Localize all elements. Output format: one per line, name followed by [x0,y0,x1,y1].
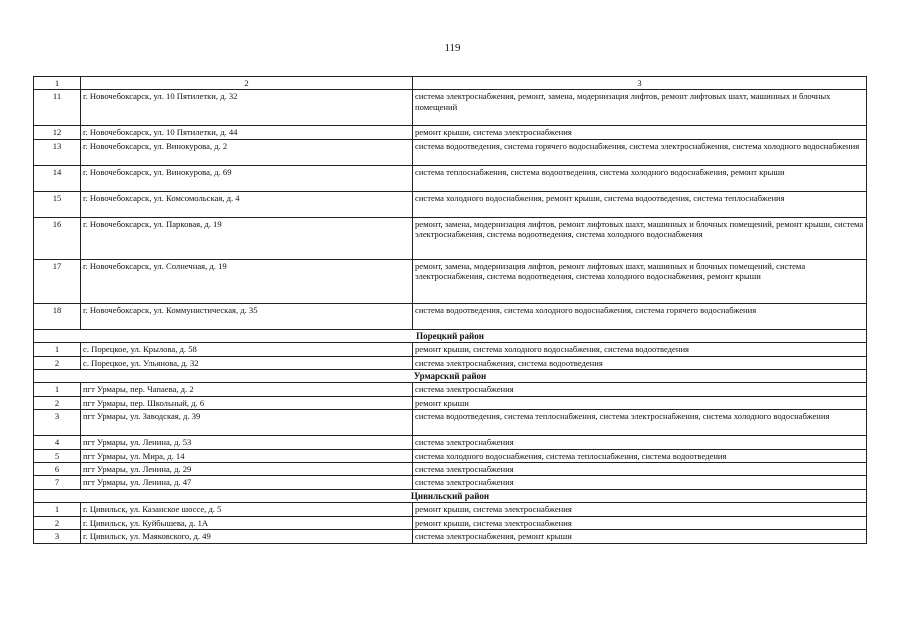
table-row [34,356,867,369]
row-number: 16 [34,217,81,259]
region-header-row [34,329,867,342]
row-works: ремонт крыши, система электроснабжения [413,503,867,516]
row-works: система электроснабжения [413,476,867,489]
row-address: г. Новочебоксарск, ул. Винокурова, д. 2 [81,139,413,165]
row-address: пгт Урмары, ул. Ленина, д. 29 [81,463,413,476]
row-number: 2 [34,396,81,409]
row-works: ремонт крыши, система электроснабжения [413,126,867,139]
table-body [34,77,867,544]
table-row [34,396,867,409]
row-works: система электроснабжения [413,463,867,476]
table-row [34,139,867,165]
row-number: 1 [34,503,81,516]
header-col-1: 1 [34,77,81,90]
row-number: 2 [34,516,81,529]
region-header-row [34,489,867,502]
row-number: 3 [34,530,81,543]
page-number: 119 [444,42,461,54]
row-number: 18 [34,303,81,329]
row-address: г. Цивильск, ул. Куйбышева, д. 1А [81,516,413,529]
table-row [34,410,867,436]
row-address: пгт Урмары, пер. Школьный, д. 6 [81,396,413,409]
row-works: ремонт, замена, модернизация лифтов, ремонт лифтовых шахт, машинных и блочных помещений, ремонт крыши, система электроснабжения, система водоотведения, система холодного водоснабжения [413,217,867,259]
table-row [34,165,867,191]
row-number: 11 [34,90,81,126]
region-title: Урмарский район [34,370,867,383]
row-address: г. Новочебоксарск, ул. Парковая, д. 19 [81,217,413,259]
row-number: 14 [34,165,81,191]
row-address: пгт Урмары, ул. Ленина, д. 47 [81,476,413,489]
row-address: пгт Урмары, ул. Ленина, д. 53 [81,436,413,449]
row-address: с. Порецкое, ул. Ульянова, д. 32 [81,356,413,369]
region-title: Порецкий район [34,329,867,342]
row-number: 3 [34,410,81,436]
table-row [34,217,867,259]
table-row [34,530,867,543]
row-works: ремонт крыши [413,396,867,409]
row-works: ремонт, замена, модернизация лифтов, ремонт лифтовых шахт, машинных и блочных помещений, система электроснабжения, система водоотведения, система холодного водоснабжения, ремонт крыши [413,259,867,303]
row-number: 5 [34,449,81,462]
row-address: г. Новочебоксарск, ул. 10 Пятилетки, д. 32 [81,90,413,126]
row-address: г. Цивильск, ул. Маяковского, д. 49 [81,530,413,543]
table-row [34,303,867,329]
row-address: пгт Урмары, ул. Мира, д. 14 [81,449,413,462]
table-row [34,343,867,356]
row-address: г. Новочебоксарск, ул. Комсомольская, д. 4 [81,191,413,217]
row-address: пгт Урмары, пер. Чапаева, д. 2 [81,383,413,396]
table-row [34,383,867,396]
row-number: 4 [34,436,81,449]
row-works: система электроснабжения, ремонт, замена, модернизация лифтов, ремонт лифтовых шахт, машинных и блочных помещений [413,90,867,126]
table-row [34,126,867,139]
row-works: система электроснабжения, ремонт крыши [413,530,867,543]
row-number: 17 [34,259,81,303]
row-address: с. Порецкое, ул. Крылова, д. 58 [81,343,413,356]
row-number: 15 [34,191,81,217]
row-number: 12 [34,126,81,139]
table-row [34,259,867,303]
row-address: г. Новочебоксарск, ул. Коммунистическая, д. 35 [81,303,413,329]
row-number: 1 [34,343,81,356]
row-number: 13 [34,139,81,165]
row-address: г. Цивильск, ул. Казанское шоссе, д. 5 [81,503,413,516]
table-row [34,463,867,476]
row-works: система электроснабжения [413,436,867,449]
row-works: система электроснабжения, система водоотведения [413,356,867,369]
table-row [34,90,867,126]
row-works: ремонт крыши, система электроснабжения [413,516,867,529]
row-works: система холодного водоснабжения, система теплоснабжения, система водоотведения [413,449,867,462]
table-row [34,436,867,449]
row-number: 1 [34,383,81,396]
region-header-row [34,370,867,383]
row-address: пгт Урмары, ул. Заводская, д. 39 [81,410,413,436]
table-row [34,476,867,489]
row-works: ремонт крыши, система холодного водоснабжения, система водоотведения [413,343,867,356]
row-number: 6 [34,463,81,476]
repair-works-table [33,76,867,544]
row-works: система теплоснабжения, система водоотведения, система холодного водоснабжения, ремонт крыши [413,165,867,191]
row-works: система электроснабжения [413,383,867,396]
table-row [34,449,867,462]
row-works: система водоотведения, система холодного водоснабжения, система горячего водоснабжения [413,303,867,329]
table-row [34,191,867,217]
row-number: 7 [34,476,81,489]
row-address: г. Новочебоксарск, ул. 10 Пятилетки, д. 44 [81,126,413,139]
header-col-3: 3 [413,77,867,90]
table-row [34,516,867,529]
row-works: система водоотведения, система горячего водоснабжения, система электроснабжения, система холодного водоснабжения [413,139,867,165]
row-address: г. Новочебоксарск, ул. Солнечная, д. 19 [81,259,413,303]
header-col-2: 2 [81,77,413,90]
row-number: 2 [34,356,81,369]
table-header-row [34,77,867,90]
row-works: система холодного водоснабжения, ремонт крыши, система водоотведения, система теплоснабжения [413,191,867,217]
table-row [34,503,867,516]
region-title: Цивильский район [34,489,867,502]
row-works: система водоотведения, система теплоснабжения, система электроснабжения, система холодного водоснабжения [413,410,867,436]
row-address: г. Новочебоксарск, ул. Винокурова, д. 69 [81,165,413,191]
